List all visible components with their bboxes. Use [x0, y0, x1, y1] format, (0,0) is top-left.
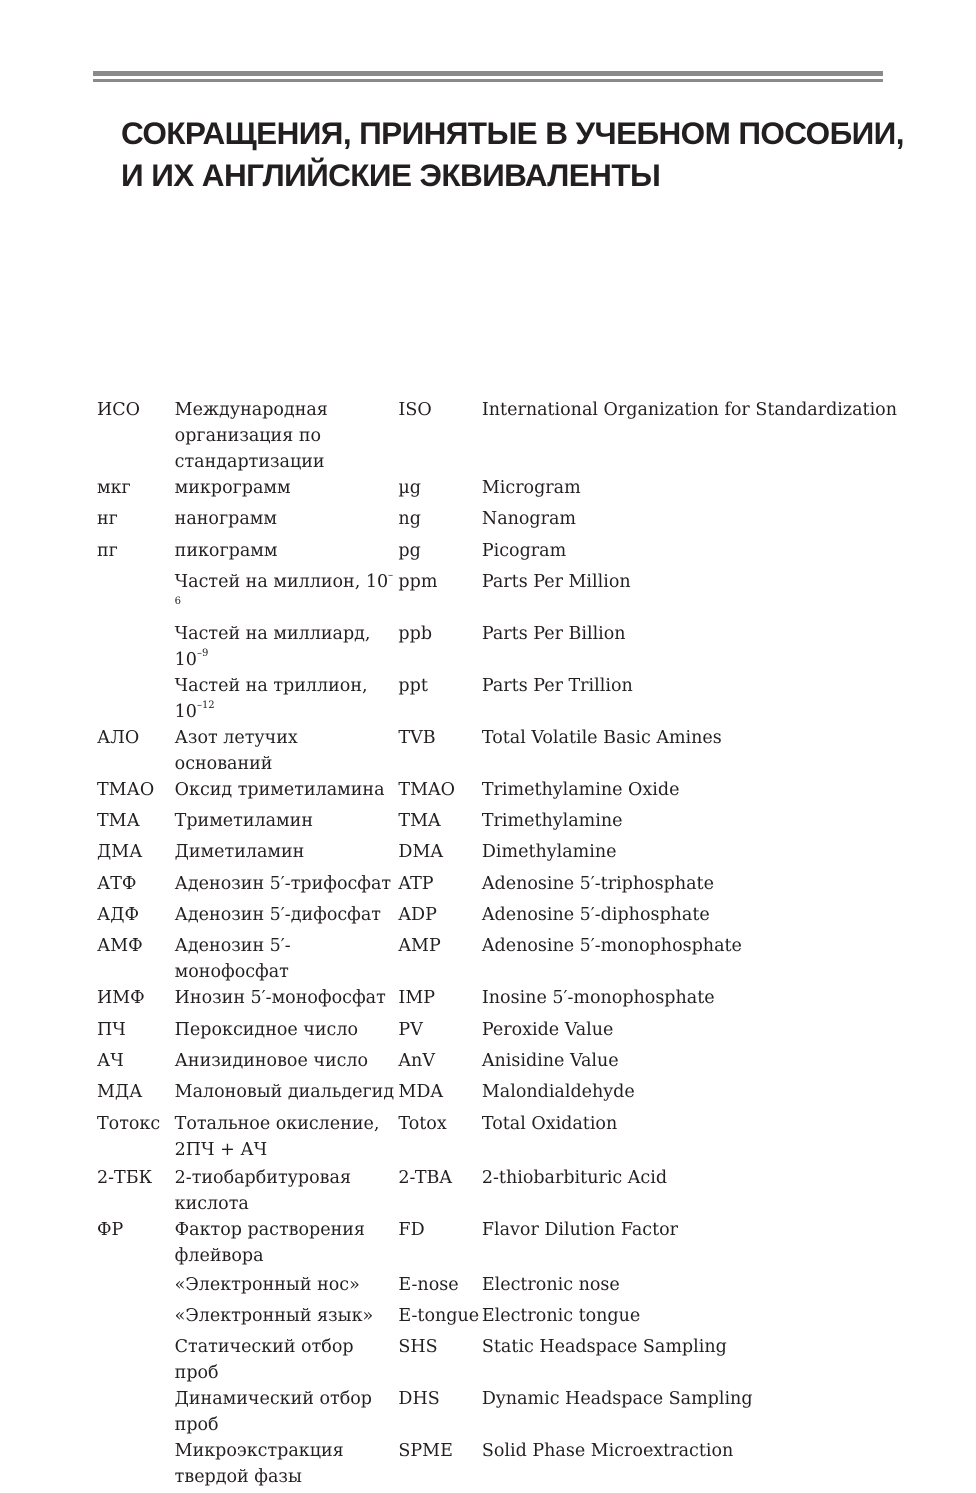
ru-term-text: Тотальное окисление, 2ПЧ + АЧ [174, 1113, 380, 1160]
en-abbreviation-text: IMP [398, 988, 436, 1009]
table-row [97, 1048, 897, 1079]
ru-abbreviation-cell [97, 1079, 175, 1110]
table-row [97, 1334, 897, 1386]
ru-abbreviation-cell [97, 1438, 175, 1493]
en-term-cell [482, 1017, 897, 1048]
en-term-cell [482, 1386, 897, 1438]
en-term-cell [482, 1165, 897, 1217]
ru-abbreviation-text: АТФ [97, 873, 137, 894]
en-abbreviation-text: SHS [398, 1337, 438, 1358]
ru-term-cell [175, 1217, 399, 1272]
ru-term-text: Микроэкстракция твердой фазы [174, 1441, 344, 1488]
en-abbreviation-cell [398, 1272, 481, 1303]
table-row [97, 673, 897, 725]
ru-abbreviation-text: ТМА [97, 811, 140, 832]
ru-abbreviation-text: 2-ТБК [97, 1168, 153, 1189]
table-row [97, 1079, 897, 1110]
ru-abbreviation-text: ПЧ [97, 1019, 126, 1040]
ru-abbreviation-cell [97, 1386, 175, 1438]
ru-abbreviation-cell [97, 569, 175, 621]
page-title-line-2: И ИХ АНГЛИЙСКИЕ ЭКВИВАЛЕНТЫ [121, 157, 661, 193]
ru-term-cell [175, 1386, 399, 1438]
page-title [121, 112, 921, 196]
ru-abbreviation-text: нг [97, 509, 118, 530]
exponent: –9 [196, 647, 209, 659]
ru-abbreviation-cell [97, 1303, 175, 1334]
table-row [97, 1386, 897, 1438]
en-abbreviation-cell [398, 1386, 481, 1438]
table-row [97, 839, 897, 870]
ru-term-cell [175, 777, 399, 808]
en-term-cell [482, 475, 897, 506]
en-abbreviation-cell [398, 397, 481, 475]
ru-abbreviation-text: АМФ [97, 936, 143, 957]
en-term-cell [482, 1334, 897, 1386]
en-abbreviation-text: DMA [398, 842, 444, 863]
en-term-cell [482, 902, 897, 933]
en-abbreviation-cell [398, 1303, 481, 1334]
en-term-text: Malondialdehyde [481, 1082, 635, 1103]
table-row [97, 1217, 897, 1272]
ru-term-text: пикограмм [174, 540, 278, 561]
en-abbreviation-text: Totox [398, 1113, 447, 1134]
table-row [97, 569, 897, 621]
en-abbreviation-text: 2-TBA [398, 1168, 453, 1189]
en-term-text: Adenosine 5′-diphosphate [481, 905, 710, 926]
ru-term-text: Азот летучих оснований [174, 727, 298, 774]
table-row [97, 621, 897, 673]
en-term-cell [482, 985, 897, 1016]
en-term-cell [482, 538, 897, 569]
en-term-cell [482, 397, 897, 475]
en-abbreviation-text: pg [398, 540, 421, 561]
ru-term-cell [175, 1272, 399, 1303]
page-title-line-1: СОКРАЩЕНИЯ, ПРИНЯТЫЕ В УЧЕБНОМ ПОСОБИИ, [121, 115, 904, 151]
ru-term-text: Частей на триллион, 10 [174, 675, 368, 722]
en-abbreviation-cell [398, 725, 481, 777]
en-term-cell [482, 933, 897, 985]
ru-term-cell [175, 808, 399, 839]
en-term-cell [482, 1048, 897, 1079]
ru-term-text: «Электронный язык» [174, 1305, 374, 1326]
en-abbreviation-cell [398, 621, 481, 673]
en-term-text: Total Oxidation [481, 1113, 618, 1134]
en-term-cell [482, 569, 897, 621]
en-abbreviation-text: TMAO [398, 779, 455, 800]
exponent: –12 [196, 699, 215, 711]
en-term-cell [482, 808, 897, 839]
en-abbreviation-text: TMA [398, 811, 441, 832]
en-abbreviation-cell [398, 839, 481, 870]
ru-abbreviation-text: ТМАО [97, 779, 155, 800]
en-abbreviation-text: TVB [398, 727, 436, 748]
en-term-text: Parts Per Trillion [481, 675, 633, 696]
ru-abbreviation-cell [97, 673, 175, 725]
en-abbreviation-text: PV [398, 1019, 423, 1040]
table-row [97, 1303, 897, 1334]
ru-term-cell [175, 933, 399, 985]
table-row [97, 1165, 897, 1217]
en-abbreviation-cell [398, 475, 481, 506]
en-abbreviation-text: ng [398, 509, 421, 530]
en-abbreviation-text: E-nose [398, 1274, 459, 1295]
en-abbreviation-cell [398, 902, 481, 933]
en-term-text: Total Volatile Basic Amines [481, 727, 722, 748]
table-row [97, 985, 897, 1016]
en-abbreviation-cell [398, 933, 481, 985]
en-term-text: Trimethylamine [481, 811, 623, 832]
ru-abbreviation-text: ДМА [97, 842, 143, 863]
en-abbreviation-cell [398, 673, 481, 725]
en-term-text: International Organization for Standardization [481, 400, 897, 420]
en-abbreviation-text: ADP [398, 905, 437, 926]
en-abbreviation-text: DHS [398, 1389, 440, 1410]
ru-term-cell [175, 1165, 399, 1217]
en-abbreviation-text: µg [398, 478, 421, 498]
ru-term-text: Аденозин 5′-монофосфат [174, 936, 291, 983]
table-row [97, 808, 897, 839]
ru-abbreviation-cell [97, 621, 175, 673]
en-abbreviation-cell [398, 569, 481, 621]
ru-abbreviation-cell [97, 1334, 175, 1386]
ru-abbreviation-text: ФР [97, 1220, 124, 1241]
ru-abbreviation-cell [97, 933, 175, 985]
table-row [97, 777, 897, 808]
ru-term-text: микрограмм [174, 478, 291, 498]
ru-abbreviation-text: Тотокс [97, 1113, 161, 1134]
en-term-cell [482, 1217, 897, 1272]
ru-abbreviation-cell [97, 725, 175, 777]
en-term-text: Electronic nose [481, 1274, 620, 1295]
en-term-text: Nanogram [481, 509, 577, 530]
en-abbreviation-text: ATP [398, 873, 434, 894]
en-term-cell [482, 871, 897, 902]
ru-term-text: 2-тиобарбитуровая кислота [174, 1168, 351, 1215]
en-abbreviation-cell [398, 1217, 481, 1272]
header-rule-thick [93, 71, 883, 76]
table-row [97, 1272, 897, 1303]
en-term-text: Flavor Dilution Factor [481, 1220, 679, 1241]
ru-term-cell [175, 397, 399, 475]
en-term-cell [482, 621, 897, 673]
en-term-text: Parts Per Billion [481, 623, 626, 644]
en-term-text: 2-thiobarbituric Acid [481, 1168, 668, 1189]
ru-term-cell [175, 1438, 399, 1493]
ru-term-cell [175, 839, 399, 870]
en-term-text: Static Headspace Sampling [481, 1337, 727, 1358]
ru-term-cell [175, 725, 399, 777]
ru-abbreviation-text: АДФ [97, 905, 140, 926]
en-term-text: Microgram [481, 478, 581, 498]
en-abbreviation-cell [398, 1438, 481, 1493]
en-term-text: Solid Phase Microextraction [481, 1441, 734, 1462]
table-row [97, 725, 897, 777]
header-rule-thin [93, 79, 883, 82]
en-abbreviation-cell [398, 985, 481, 1016]
en-term-text: Peroxide Value [481, 1019, 614, 1040]
ru-term-text: Динамический отбор проб [174, 1389, 372, 1436]
en-term-cell [482, 725, 897, 777]
en-abbreviation-text: ppm [398, 571, 438, 592]
ru-abbreviation-text: ИСО [97, 400, 140, 420]
table-row [97, 1438, 897, 1493]
en-abbreviation-cell [398, 871, 481, 902]
ru-term-text: Аденозин 5′-трифосфат [174, 873, 392, 894]
ru-abbreviation-text: мкг [97, 478, 131, 498]
ru-abbreviation-text: АЧ [97, 1050, 124, 1071]
table-row [97, 397, 897, 475]
table-row [97, 506, 897, 537]
en-abbreviation-cell [398, 1048, 481, 1079]
ru-abbreviation-text: пг [97, 540, 118, 561]
ru-abbreviation-cell [97, 1017, 175, 1048]
en-term-cell [482, 1303, 897, 1334]
ru-term-cell [175, 902, 399, 933]
ru-abbreviation-cell [97, 1165, 175, 1217]
table-row [97, 1017, 897, 1048]
ru-term-cell [175, 1017, 399, 1048]
ru-term-cell [175, 1334, 399, 1386]
en-abbreviation-text: E-tongue [398, 1305, 480, 1326]
ru-abbreviation-cell [97, 1111, 175, 1166]
ru-abbreviation-cell [97, 538, 175, 569]
ru-term-text: Пероксидное число [174, 1019, 358, 1040]
en-term-cell [482, 1111, 897, 1166]
exponent: –6 [174, 569, 394, 607]
en-abbreviation-text: ppb [398, 623, 433, 644]
en-term-cell [482, 777, 897, 808]
en-abbreviation-text: AMP [398, 936, 441, 957]
en-term-cell [482, 1272, 897, 1303]
en-term-text: Adenosine 5′-triphosphate [481, 873, 714, 894]
ru-abbreviation-text: МДА [97, 1082, 143, 1103]
ru-term-cell [175, 985, 399, 1016]
ru-abbreviation-cell [97, 985, 175, 1016]
ru-term-text: Частей на миллион, 10 [174, 571, 389, 592]
ru-term-text: «Электронный нос» [174, 1274, 360, 1295]
en-abbreviation-cell [398, 1165, 481, 1217]
ru-abbreviation-cell [97, 808, 175, 839]
ru-abbreviation-cell [97, 506, 175, 537]
ru-abbreviation-text: ИМФ [97, 988, 145, 1009]
ru-term-text: Статический отбор проб [174, 1337, 354, 1384]
en-term-cell [482, 506, 897, 537]
ru-abbreviation-cell [97, 1048, 175, 1079]
en-abbreviation-text: ppt [398, 675, 428, 696]
table-row [97, 1111, 897, 1166]
ru-term-cell [175, 1048, 399, 1079]
table-row [97, 933, 897, 985]
ru-abbreviation-cell [97, 1217, 175, 1272]
en-abbreviation-text: MDA [398, 1082, 444, 1103]
en-abbreviation-cell [398, 777, 481, 808]
en-abbreviation-cell [398, 1334, 481, 1386]
ru-term-cell [175, 1111, 399, 1166]
en-term-text: Adenosine 5′-monophosphate [481, 936, 742, 957]
abbreviations-table [97, 397, 897, 1493]
ru-term-cell [175, 538, 399, 569]
abbreviations-table-body [97, 397, 897, 1493]
en-abbreviation-cell [398, 506, 481, 537]
en-term-text: Parts Per Million [481, 571, 631, 592]
en-abbreviation-cell [398, 808, 481, 839]
ru-term-text: Фактор растворения флейвора [174, 1220, 365, 1267]
ru-term-text: Триметиламин [174, 811, 313, 832]
ru-term-text: Аденозин 5′-дифосфат [174, 905, 381, 926]
table-row [97, 538, 897, 569]
en-abbreviation-text: SPME [398, 1441, 453, 1462]
ru-term-cell [175, 569, 399, 621]
ru-abbreviation-cell [97, 777, 175, 808]
en-abbreviation-cell [398, 538, 481, 569]
ru-abbreviation-cell [97, 902, 175, 933]
ru-term-cell [175, 1303, 399, 1334]
ru-abbreviation-cell [97, 871, 175, 902]
en-term-text: Electronic tongue [481, 1305, 641, 1326]
ru-abbreviation-text: АЛО [97, 727, 140, 748]
en-term-text: Dimethylamine [481, 842, 617, 863]
ru-term-text: Анизидиновое число [174, 1050, 369, 1071]
en-abbreviation-cell [398, 1111, 481, 1166]
en-abbreviation-text: AnV [398, 1050, 435, 1071]
table-row [97, 475, 897, 506]
en-abbreviation-cell [398, 1017, 481, 1048]
en-term-cell [482, 839, 897, 870]
en-term-text: Anisidine Value [481, 1050, 619, 1071]
ru-term-text: Оксид триметиламина [174, 779, 385, 800]
en-abbreviation-text: ISO [398, 400, 432, 420]
en-term-text: Inosine 5′-monophosphate [481, 988, 715, 1009]
ru-abbreviation-cell [97, 397, 175, 475]
ru-term-text: Диметиламин [174, 842, 305, 863]
ru-abbreviation-cell [97, 475, 175, 506]
en-term-cell [482, 1438, 897, 1493]
ru-term-text: Малоновый диальдегид [174, 1082, 395, 1103]
en-term-text: Picogram [481, 540, 567, 561]
en-term-text: Dynamic Headspace Sampling [481, 1389, 753, 1410]
ru-term-text: Инозин 5′-монофосфат [174, 988, 386, 1009]
ru-term-cell [175, 871, 399, 902]
ru-term-cell [175, 673, 399, 725]
en-abbreviation-text: FD [398, 1220, 425, 1241]
en-term-text: Trimethylamine Oxide [481, 779, 680, 800]
table-row [97, 871, 897, 902]
ru-term-cell [175, 621, 399, 673]
ru-term-text: Международная организация по стандартизации [174, 400, 328, 472]
ru-term-text: нанограмм [174, 509, 277, 530]
ru-term-text: Частей на миллиард, 10 [174, 623, 371, 670]
en-term-cell [482, 1079, 897, 1110]
en-abbreviation-cell [398, 1079, 481, 1110]
ru-abbreviation-cell [97, 839, 175, 870]
en-term-cell [482, 673, 897, 725]
ru-term-cell [175, 506, 399, 537]
ru-term-cell [175, 1079, 399, 1110]
ru-term-cell [175, 475, 399, 506]
table-row [97, 902, 897, 933]
ru-abbreviation-cell [97, 1272, 175, 1303]
